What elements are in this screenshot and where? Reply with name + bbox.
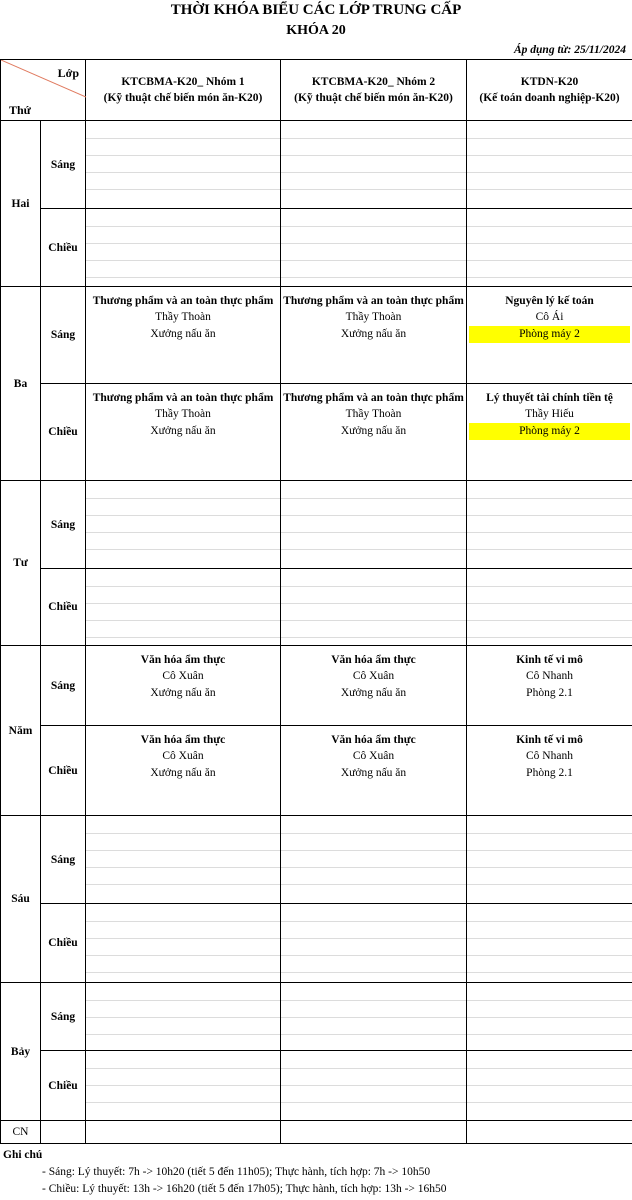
day-session-row [1,481,632,569]
grid-line [467,833,632,834]
schedule-cell [86,287,281,384]
grid-line [281,972,466,973]
subject-name: Kinh tế vi mô [516,654,583,666]
schedule-cell [86,121,281,209]
schedule-cell [467,646,632,726]
grid-line [86,1068,280,1069]
grid-line [281,637,466,638]
day-session-row [1,569,632,646]
class-code: KTCBMA-K20_ Nhóm 2 [311,76,436,88]
sunday-row [1,1121,632,1144]
room-name: Phòng máy 2 [469,326,630,343]
teacher-name: Cô Nhanh [526,750,573,762]
day-session-row [1,726,632,816]
schedule-cell [467,816,632,904]
session-label: Chiều [41,569,86,646]
schedule-cell [86,569,281,646]
grid-line [281,938,466,939]
subject-name: Thương phẩm và an toàn thực phẩm [92,295,274,307]
class-name: (Kỹ thuật chế biến món ăn-K20) [294,92,453,104]
grid-line [467,637,632,638]
grid-line [467,955,632,956]
class-header-1 [86,60,281,121]
grid-line [281,921,466,922]
grid-line [86,155,280,156]
room-name: Phòng 2.1 [526,767,573,779]
grid-line [86,1085,280,1086]
schedule-cell [467,726,632,816]
day-session-row [1,983,632,1051]
subject-name: Thương phẩm và an toàn thực phẩm [283,392,464,404]
subject-name: Kinh tế vi mô [516,734,583,746]
grid-line [86,189,280,190]
session-label: Chiều [41,384,86,481]
schedule-cell [86,646,281,726]
grid-line [281,189,466,190]
grid-line [281,155,466,156]
schedule-cell [281,646,467,726]
room-name: Xưởng nấu ăn [340,425,407,437]
notes-line: - Sáng: Lý thuyết: 7h -> 10h20 (tiết 5 đến 11h05); Thực hành, tích hợp: 7h -> 10h50 [42,1166,431,1178]
schedule-cell [467,384,632,481]
session-label: Sáng [41,287,86,384]
grid-line [281,833,466,834]
teacher-name: Cô Xuân [352,750,395,762]
subject-name: Nguyên lý kế toán [505,295,594,307]
schedule-cell [281,816,467,904]
grid-line [281,1085,466,1086]
class-code: KTDN-K20 [520,76,579,88]
grid-line [467,515,632,516]
grid-line [281,532,466,533]
class-name: (Kỹ thuật chế biến món ăn-K20) [103,92,263,104]
room-name: Xưởng nấu ăn [340,767,407,779]
grid-line [281,603,466,604]
grid-line [467,921,632,922]
session-label: Sáng [41,983,86,1051]
grid-line [86,921,280,922]
teacher-name: Cô Xuân [162,670,204,682]
grid-line [467,620,632,621]
grid-line [467,549,632,550]
grid-line [281,1068,466,1069]
grid-line [86,226,280,227]
grid-line [86,1000,280,1001]
schedule-cell [467,569,632,646]
grid-line [467,155,632,156]
schedule-cell [281,384,467,481]
schedule-cell [467,121,632,209]
grid-line [86,532,280,533]
grid-line [467,243,632,244]
grid-line [467,1085,632,1086]
grid-line [467,884,632,885]
grid-line [467,226,632,227]
session-label: Sáng [41,481,86,569]
grid-line [281,586,466,587]
grid-line [281,884,466,885]
grid-line [86,850,280,851]
grid-line [86,972,280,973]
class-code: KTCBMA-K20_ Nhóm 1 [121,76,245,88]
subject-name: Thương phẩm và an toàn thực phẩm [283,295,464,307]
day-label: Năm [1,646,41,816]
teacher-name: Thầy Thoàn [155,408,211,420]
grid-line [467,603,632,604]
grid-line [467,850,632,851]
grid-line [281,1102,466,1103]
header-row [1,60,632,121]
grid-line [86,1017,280,1018]
grid-line [281,620,466,621]
grid-line [281,172,466,173]
grid-line [467,972,632,973]
grid-line [467,938,632,939]
room-name: Xưởng nấu ăn [150,425,216,437]
schedule-cell [281,904,467,983]
grid-line [467,172,632,173]
grid-line [467,532,632,533]
schedule-cell [281,287,467,384]
grid-line [86,867,280,868]
day-session-row [1,816,632,904]
grid-line [467,867,632,868]
class-axis-label: Lớp [57,66,79,80]
grid-line [86,498,280,499]
schedule-cell [281,1051,467,1121]
timetable [0,59,632,1144]
schedule-cell [281,209,467,287]
grid-line [281,226,466,227]
schedule-cell [467,983,632,1051]
session-label: Chiều [41,209,86,287]
session-label: Sáng [41,816,86,904]
day-label: CN [1,1121,41,1144]
grid-line [281,243,466,244]
teacher-name: Cô Ái [535,311,564,323]
day-label: Tư [1,481,41,646]
schedule-cell [281,569,467,646]
class-header-2 [281,60,467,121]
grid-line [467,1068,632,1069]
day-session-row [1,287,632,384]
page-title: THỜI KHÓA BIỂU CÁC LỚP TRUNG CẤP [170,2,462,18]
grid-line [86,938,280,939]
day-session-row [1,384,632,481]
grid-line [467,586,632,587]
grid-line [467,498,632,499]
day-label: Bảy [1,983,41,1121]
grid-line [86,549,280,550]
room-name: Phòng 2.1 [526,687,573,699]
grid-line [281,1034,466,1035]
room-name: Xưởng nấu ăn [150,328,216,340]
grid-line [467,189,632,190]
notes-section [0,1147,632,1198]
schedule-cell [41,1121,86,1144]
grid-line [467,1034,632,1035]
room-name: Xưởng nấu ăn [340,328,407,340]
session-label: Sáng [41,121,86,209]
notes-title: Ghi chú [3,1149,43,1161]
day-session-row [1,904,632,983]
subject-name: Văn hóa ẩm thực [331,734,416,746]
teacher-name: Cô Xuân [162,750,204,762]
day-session-row [1,121,632,209]
session-label: Chiều [41,726,86,816]
grid-line [86,833,280,834]
teacher-name: Thầy Hiếu [525,408,574,420]
grid-line [467,138,632,139]
schedule-cell [467,1121,632,1144]
grid-line [281,1017,466,1018]
corner-cell [1,60,86,121]
grid-line [281,867,466,868]
day-axis-label: Thứ [9,103,31,117]
day-session-row [1,646,632,726]
schedule-cell [281,726,467,816]
schedule-cell [86,209,281,287]
schedule-cell [467,209,632,287]
grid-line [467,277,632,278]
schedule-cell [86,1121,281,1144]
grid-line [86,586,280,587]
day-session-row [1,1051,632,1121]
session-label: Sáng [41,646,86,726]
grid-line [86,884,280,885]
grid-line [467,260,632,261]
schedule-cell [86,983,281,1051]
grid-line [86,260,280,261]
day-label: Sáu [1,816,41,983]
schedule-cell [467,904,632,983]
schedule-cell [86,384,281,481]
grid-line [86,138,280,139]
schedule-cell [467,1051,632,1121]
grid-line [281,498,466,499]
class-name: (Kế toán doanh nghiệp-K20) [479,92,620,104]
day-session-row [1,209,632,287]
room-name: Xưởng nấu ăn [150,767,216,779]
teacher-name: Cô Nhanh [526,670,573,682]
grid-line [467,1000,632,1001]
teacher-name: Thầy Thoàn [345,408,402,420]
subject-name: Lý thuyết tài chính tiền tệ [486,392,613,404]
grid-line [281,850,466,851]
schedule-cell [281,983,467,1051]
grid-line [281,138,466,139]
subject-name: Thương phẩm và an toàn thực phẩm [92,392,274,404]
grid-line [86,277,280,278]
teacher-name: Cô Xuân [352,670,395,682]
grid-line [281,549,466,550]
grid-line [86,955,280,956]
grid-line [86,620,280,621]
grid-line [86,515,280,516]
schedule-cell [86,481,281,569]
notes-line: - Chiều: Lý thuyết: 13h -> 16h20 (tiết 5 đến 17h05); Thực hành, tích hợp: 13h -> 16h50 [42,1183,447,1195]
schedule-cell [281,1121,467,1144]
schedule-cell [86,816,281,904]
grid-line [86,1034,280,1035]
class-header-3 [467,60,632,121]
subject-name: Văn hóa ẩm thực [140,734,226,746]
grid-line [281,1000,466,1001]
grid-line [281,260,466,261]
grid-line [467,1102,632,1103]
schedule-cell [281,481,467,569]
subject-name: Văn hóa ẩm thực [140,654,226,666]
grid-line [86,637,280,638]
grid-line [86,1102,280,1103]
grid-line [281,515,466,516]
teacher-name: Thầy Thoàn [345,311,402,323]
room-name: Xưởng nấu ăn [150,687,216,699]
grid-line [281,955,466,956]
grid-line [467,1017,632,1018]
day-label: Hai [1,121,41,287]
applied-date: Áp dụng từ: 25/11/2024 [513,44,626,56]
schedule-cell [86,726,281,816]
room-name: Phòng máy 2 [469,423,630,440]
room-name: Xưởng nấu ăn [340,687,407,699]
grid-line [281,277,466,278]
session-label: Chiều [41,904,86,983]
schedule-cell [86,1051,281,1121]
grid-line [86,603,280,604]
subject-name: Văn hóa ẩm thực [331,654,416,666]
session-label: Chiều [41,1051,86,1121]
day-label: Ba [1,287,41,481]
teacher-name: Thầy Thoàn [155,311,211,323]
grid-line [86,243,280,244]
schedule-cell [86,904,281,983]
page-subtitle: KHÓA 20 [286,23,346,38]
schedule-cell [467,287,632,384]
schedule-cell [467,481,632,569]
grid-line [86,172,280,173]
schedule-cell [281,121,467,209]
